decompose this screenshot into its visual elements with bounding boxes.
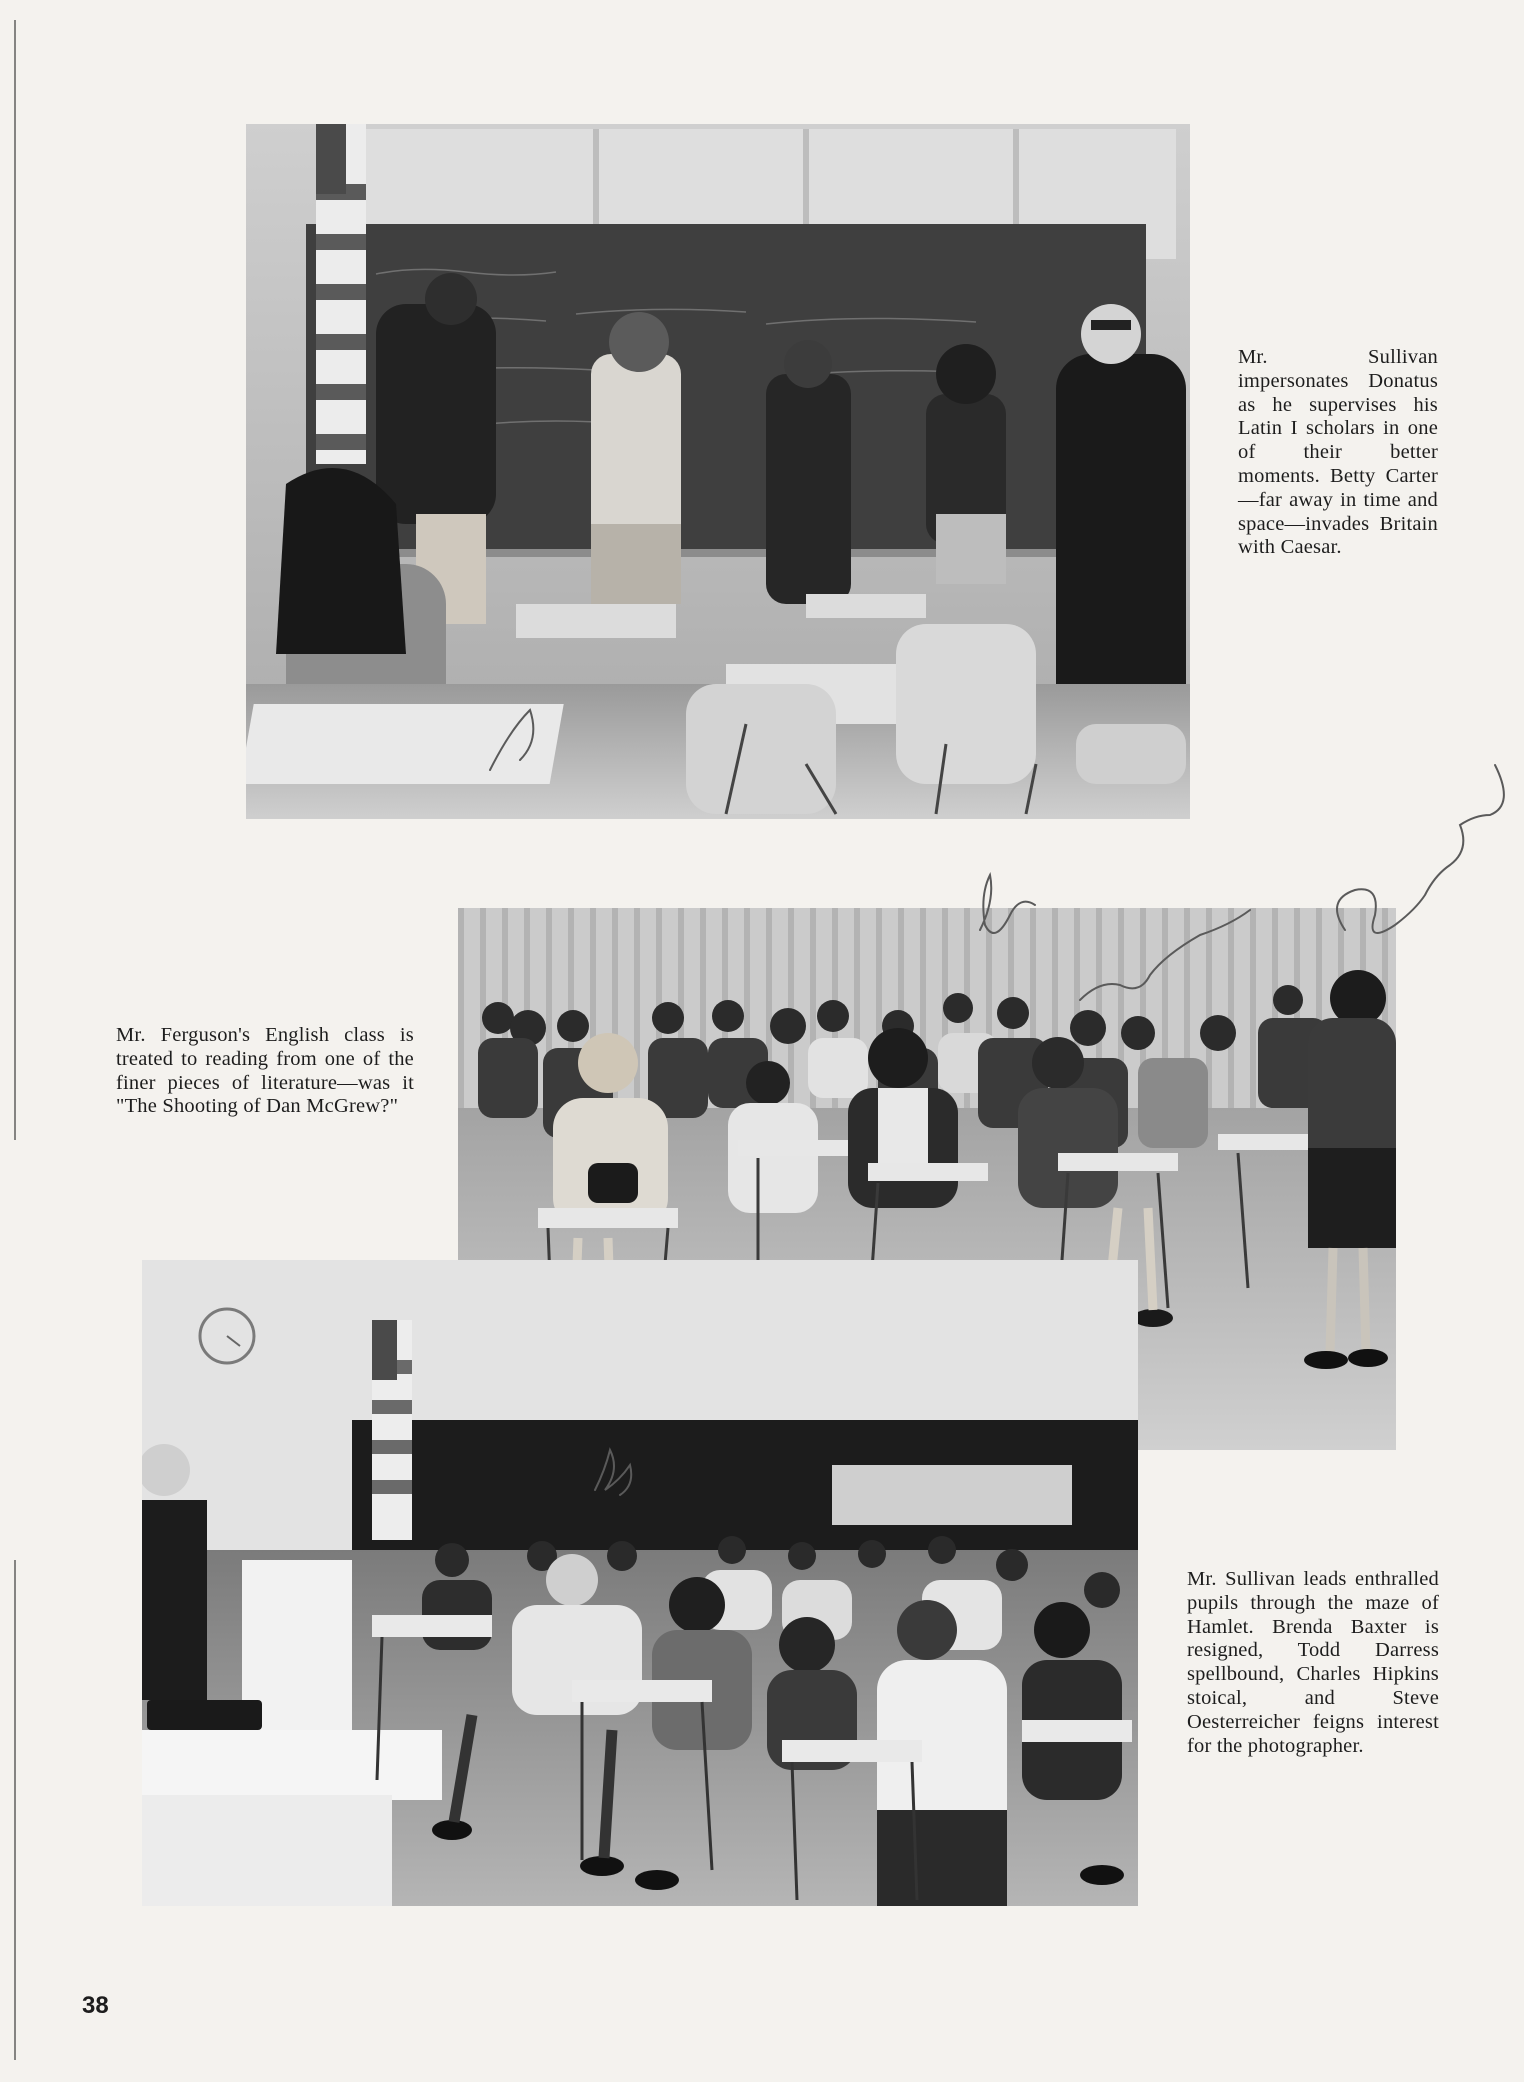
caption-latin-class: Mr. Sullivan impersonates Donatus as he supervises his Latin I scholars in one of their better moments. Betty Carter—far away in time and space—invades Britain with Caesar. — [1238, 346, 1438, 559]
left-edge-mark — [14, 20, 16, 1140]
photo-hamlet-class — [142, 1260, 1138, 1906]
hamlet-class-photo-art — [142, 1260, 1138, 1906]
photo-latin-class — [246, 124, 1190, 819]
left-edge-mark — [14, 1560, 16, 2060]
latin-class-photo-art — [246, 124, 1190, 819]
caption-hamlet-class: Mr. Sullivan leads enthralled pupils through the maze of Hamlet. Brenda Baxter is resigned, Todd Darress spellbound, Charles Hipkins stoical, and Steve Oesterreicher feigns interest for the photographer. — [1187, 1568, 1439, 1757]
page-number: 38 — [82, 1992, 109, 2019]
caption-english-class: Mr. Ferguson's English class is treated to reading from one of the finer pieces of literature—was it "The Shooting of Dan McGrew?" — [116, 1024, 414, 1118]
